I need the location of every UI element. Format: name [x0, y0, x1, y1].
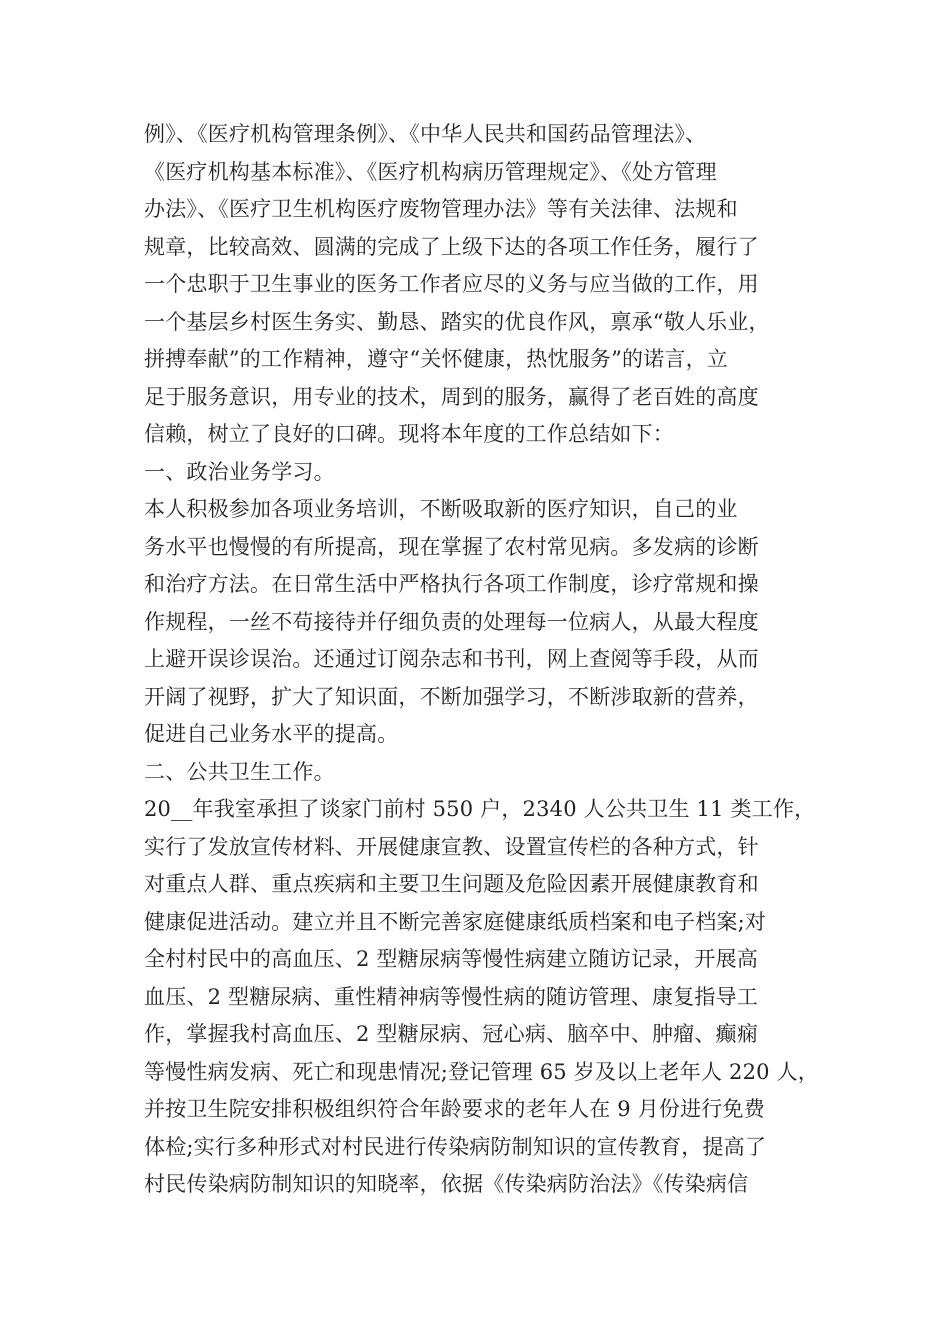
- text-line: 足于服务意识，用专业的技术，周到的服务，赢得了老百姓的高度: [144, 384, 759, 409]
- text-line: 村民传染病防制知识的知晓率，依据《传染病防治法》《传染病信: [144, 1172, 749, 1196]
- text-line: 信赖，树立了良好的口碑。现将本年度的工作总结如下：: [144, 422, 674, 446]
- text-line: 促进自己业务水平的提高。: [144, 722, 399, 746]
- text-line: 务水平也慢慢的有所提高，现在掌握了农村常见病。多发病的诊断: [144, 534, 759, 559]
- text-line: 拼搏奉献”的工作精神，遵守“关怀健康，热忱服务”的诺言，立: [144, 347, 729, 371]
- text-line: 和治疗方法。在日常生活中严格执行各项工作制度，诊疗常规和操: [144, 572, 759, 596]
- section-heading: 一、政治业务学习。: [144, 459, 335, 484]
- text-line: 作规程，一丝不苟接待并仔细负责的处理每一位病人，从最大程度: [144, 609, 759, 634]
- section-heading: 二、公共卫生工作。: [144, 759, 335, 784]
- document-body: [144, 116, 824, 1204]
- text-line: 作，掌握我村高血压、2 型糖尿病、冠心病、脑卒中、肿瘤、癫痫: [144, 1022, 759, 1046]
- text-line: 20__年我室承担了谈家门前村 550 户，2340 人公共卫生 11 类工作，: [144, 797, 816, 821]
- text-line: 全村村民中的高血压、2 型糖尿病等慢性病建立随访记录，开展高: [144, 947, 759, 971]
- text-line: 并按卫生院安排积极组织符合年龄要求的老年人在 9 月份进行免费: [144, 1097, 765, 1121]
- text-line: 体检;实行多种形式对村民进行传染病防制知识的宣传教育，提高了: [144, 1134, 767, 1159]
- text-line: 一个忠职于卫生事业的医务工作者应尽的义务与应当做的工作，用: [144, 272, 759, 296]
- text-line: 上避开误诊误治。还通过订阅杂志和书刊，网上查阅等手段，从而: [144, 647, 759, 671]
- text-line: 对重点人群、重点疾病和主要卫生问题及危险因素开展健康教育和: [144, 872, 759, 896]
- text-line: 血压、2 型糖尿病、重性精神病等慢性病的随访管理、康复指导工: [144, 984, 759, 1009]
- text-line: 实行了发放宣传材料、开展健康宣教、设置宣传栏的各种方式，针: [144, 834, 759, 859]
- text-line: 一个基层乡村医生务实、勤恳、踏实的优良作风，禀承“敬人乐业，: [144, 309, 770, 334]
- text-line: 本人积极参加各项业务培训，不断吸取新的医疗知识，自己的业: [144, 497, 738, 521]
- text-line: 例》、《医疗机构管理条例》、《中华人民共和国药品管理法》、: [144, 122, 707, 146]
- text-line: 开阔了视野，扩大了知识面，不断加强学习，不断涉取新的营养，: [144, 684, 759, 709]
- text-line: 健康促进活动。建立并且不断完善家庭健康纸质档案和电子档案;对: [144, 909, 767, 934]
- text-line: 办法》、《医疗卫生机构医疗废物管理办法》等有关法律、法规和: [144, 197, 738, 221]
- text-line: 等慢性病发病、死亡和现患情况;登记管理 65 岁及以上老年人 220 人，: [144, 1059, 819, 1084]
- text-line: 规章，比较高效、圆满的完成了上级下达的各项工作任务，履行了: [144, 234, 759, 259]
- text-line: 《医疗机构基本标准》、《医疗机构病历管理规定》、《处方管理: [144, 159, 717, 184]
